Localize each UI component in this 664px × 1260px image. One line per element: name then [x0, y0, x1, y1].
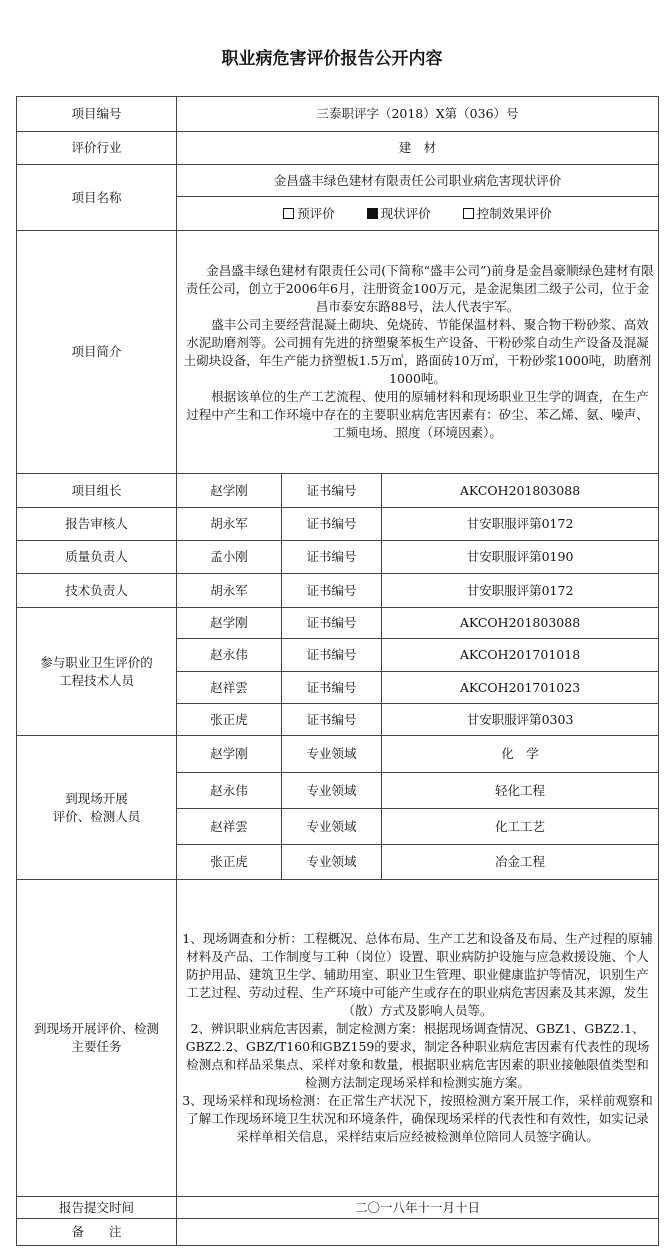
staff-cert: 甘安职服评第0190 [382, 541, 659, 574]
site-staff-field: 化 学 [382, 736, 659, 773]
staff-role: 质量负责人 [17, 541, 177, 574]
field-label: 专业领域 [282, 809, 382, 845]
tasks-label: 到现场开展评价、检测 主要任务 [17, 880, 177, 1197]
staff-role: 项目组长 [17, 474, 177, 508]
intro-label: 项目简介 [17, 231, 177, 474]
engineers-label: 参与职业卫生评价的 工程技术人员 [17, 608, 177, 736]
engineer-cert: 甘安职服评第0303 [382, 704, 659, 736]
row-tasks [17, 880, 659, 1197]
project-name-value: 金昌盛丰绿色建材有限责任公司职业病危害现状评价 [177, 165, 659, 197]
engineer-name: 赵永伟 [177, 639, 282, 672]
row-staff [17, 574, 659, 608]
tasks-text [177, 880, 659, 1197]
submit-label: 报告提交时间 [17, 1197, 177, 1219]
staff-cert: 甘安职服评第0172 [382, 574, 659, 608]
row-staff [17, 541, 659, 574]
site-staff-label: 到现场开展 评价、检测人员 [17, 736, 177, 880]
task-item: 2、辨识职业病危害因素，制定检测方案：根据现场调查情况、GBZ1、GBZ2.1、GBZ2.2、GBZ/T160和GBZ159的要求，制定各种职业病危害因素有代表性的现场检测点和样品采集点、采样对象和数量，根据职业病危害因素的职业接触限值类型和检测方法制定现场采样和检测实施方案。 [185, 1021, 650, 1090]
checkbox-icon [463, 208, 474, 219]
site-staff-field: 轻化工程 [382, 773, 659, 809]
engineer-name: 赵学刚 [177, 608, 282, 639]
page-title: 职业病危害评价报告公开内容 [221, 49, 443, 69]
remarks-label: 备 注 [17, 1219, 177, 1246]
site-staff-name: 张正虎 [177, 845, 282, 880]
cert-label: 证书编号 [282, 474, 382, 508]
checkbox-pre-evaluation[interactable]: 预评价 [283, 205, 335, 223]
staff-role: 技术负责人 [17, 574, 177, 608]
field-label: 专业领域 [282, 736, 382, 773]
intro-text [177, 231, 659, 474]
cert-label: 证书编号 [282, 541, 382, 574]
intro-paragraph: 金昌盛丰绿色建材有限责任公司(下简称“盛丰公司”)前身是金昌豪顺绿色建材有限责任公司，创立于2006年6月，注册资金100万元，是金泥集团二级子公司，位于金昌市泰安东路88号，法人代表宇军。 [185, 263, 654, 314]
staff-cert: AKCOH201803088 [382, 474, 659, 508]
site-staff-name: 赵永伟 [177, 773, 282, 809]
cert-label: 证书编号 [282, 704, 382, 736]
checkbox-checked-icon [367, 208, 378, 219]
task-item: 3、现场采样和现场检测：在正常生产状况下，按照检测方案开展工作，采样前观察和了解工作现场环境卫生状况和环境条件，确保现场采样的代表性和有效性，如实记录采样单相关信息，采样结束后应经被检测单位陪同人员签字确认。 [182, 1093, 653, 1144]
field-label: 专业领域 [282, 845, 382, 880]
row-engineer [17, 608, 659, 639]
task-item: 1、现场调查和分析：工程概况、总体布局、生产工艺和设备及布局、生产过程的原辅材料及产品、工作制度与工种（岗位）设置、职业病防护设施与应急救援设施、个人防护用品、建筑卫生学、辅助用室、职业卫生管理、职业健康监护等情况，识别生产工艺过程、劳动过程、生产环境中可能产生或存在的职业病危害因素及其来源，发生（散）方式及影响人员等。 [182, 931, 653, 1018]
checkbox-icon [283, 208, 294, 219]
engineer-cert: AKCOH201701023 [382, 672, 659, 704]
remarks-value [177, 1219, 659, 1246]
project-name-label: 项目名称 [17, 165, 177, 231]
cert-label: 证书编号 [282, 639, 382, 672]
row-intro [17, 231, 659, 474]
staff-name: 胡永军 [177, 574, 282, 608]
intro-paragraph: 盛丰公司主要经营混凝土砌块、免烧砖、节能保温材料、聚合物干粉砂浆、高效水泥助磨剂等。公司拥有先进的挤塑聚苯板生产设备、干粉砂浆自动生产设备及混凝土砌块设备，年生产能力挤塑板1.5万㎥，路面砖10万㎡，干粉砂浆1000吨，助磨剂1000吨。 [183, 317, 652, 386]
site-staff-name: 赵祥雲 [177, 809, 282, 845]
checkbox-status-evaluation[interactable]: 现状评价 [367, 205, 431, 223]
staff-role: 报告审核人 [17, 508, 177, 541]
project-no-label: 项目编号 [17, 97, 177, 132]
engineer-name: 张正虎 [177, 704, 282, 736]
checkbox-control-evaluation[interactable]: 控制效果评价 [463, 205, 552, 223]
row-site-staff [17, 736, 659, 773]
row-project-no [17, 97, 659, 132]
row-project-name [17, 165, 659, 197]
staff-cert: 甘安职服评第0172 [382, 508, 659, 541]
site-staff-field: 冶金工程 [382, 845, 659, 880]
row-staff [17, 474, 659, 508]
site-staff-name: 赵学刚 [177, 736, 282, 773]
cert-label: 证书编号 [282, 574, 382, 608]
row-submit-time [17, 1197, 659, 1219]
site-staff-field: 化工工艺 [382, 809, 659, 845]
field-label: 专业领域 [282, 773, 382, 809]
disclosure-table [16, 96, 659, 1246]
cert-label: 证书编号 [282, 508, 382, 541]
intro-paragraph: 根据该单位的生产工艺流程、使用的原辅材料和现场职业卫生学的调查，在生产过程中产生和工作环境中存在的主要职业病危害因素有：矽尘、苯乙烯、氨、噪声、工频电场、照度（环境因素）。 [186, 389, 649, 440]
engineer-name: 赵祥雲 [177, 672, 282, 704]
cert-label: 证书编号 [282, 672, 382, 704]
row-industry [17, 132, 659, 165]
industry-value: 建 材 [177, 132, 659, 165]
staff-name: 胡永军 [177, 508, 282, 541]
industry-label: 评价行业 [17, 132, 177, 165]
project-no-value: 三泰职评字（2018）X第（036）号 [177, 97, 659, 132]
evaluation-type-options [177, 197, 659, 231]
submit-value: 二〇一八年十一月十日 [177, 1197, 659, 1219]
staff-name: 赵学刚 [177, 474, 282, 508]
engineer-cert: AKCOH201701018 [382, 639, 659, 672]
cert-label: 证书编号 [282, 608, 382, 639]
staff-name: 孟小刚 [177, 541, 282, 574]
row-remarks [17, 1219, 659, 1246]
engineer-cert: AKCOH201803088 [382, 608, 659, 639]
row-staff [17, 508, 659, 541]
